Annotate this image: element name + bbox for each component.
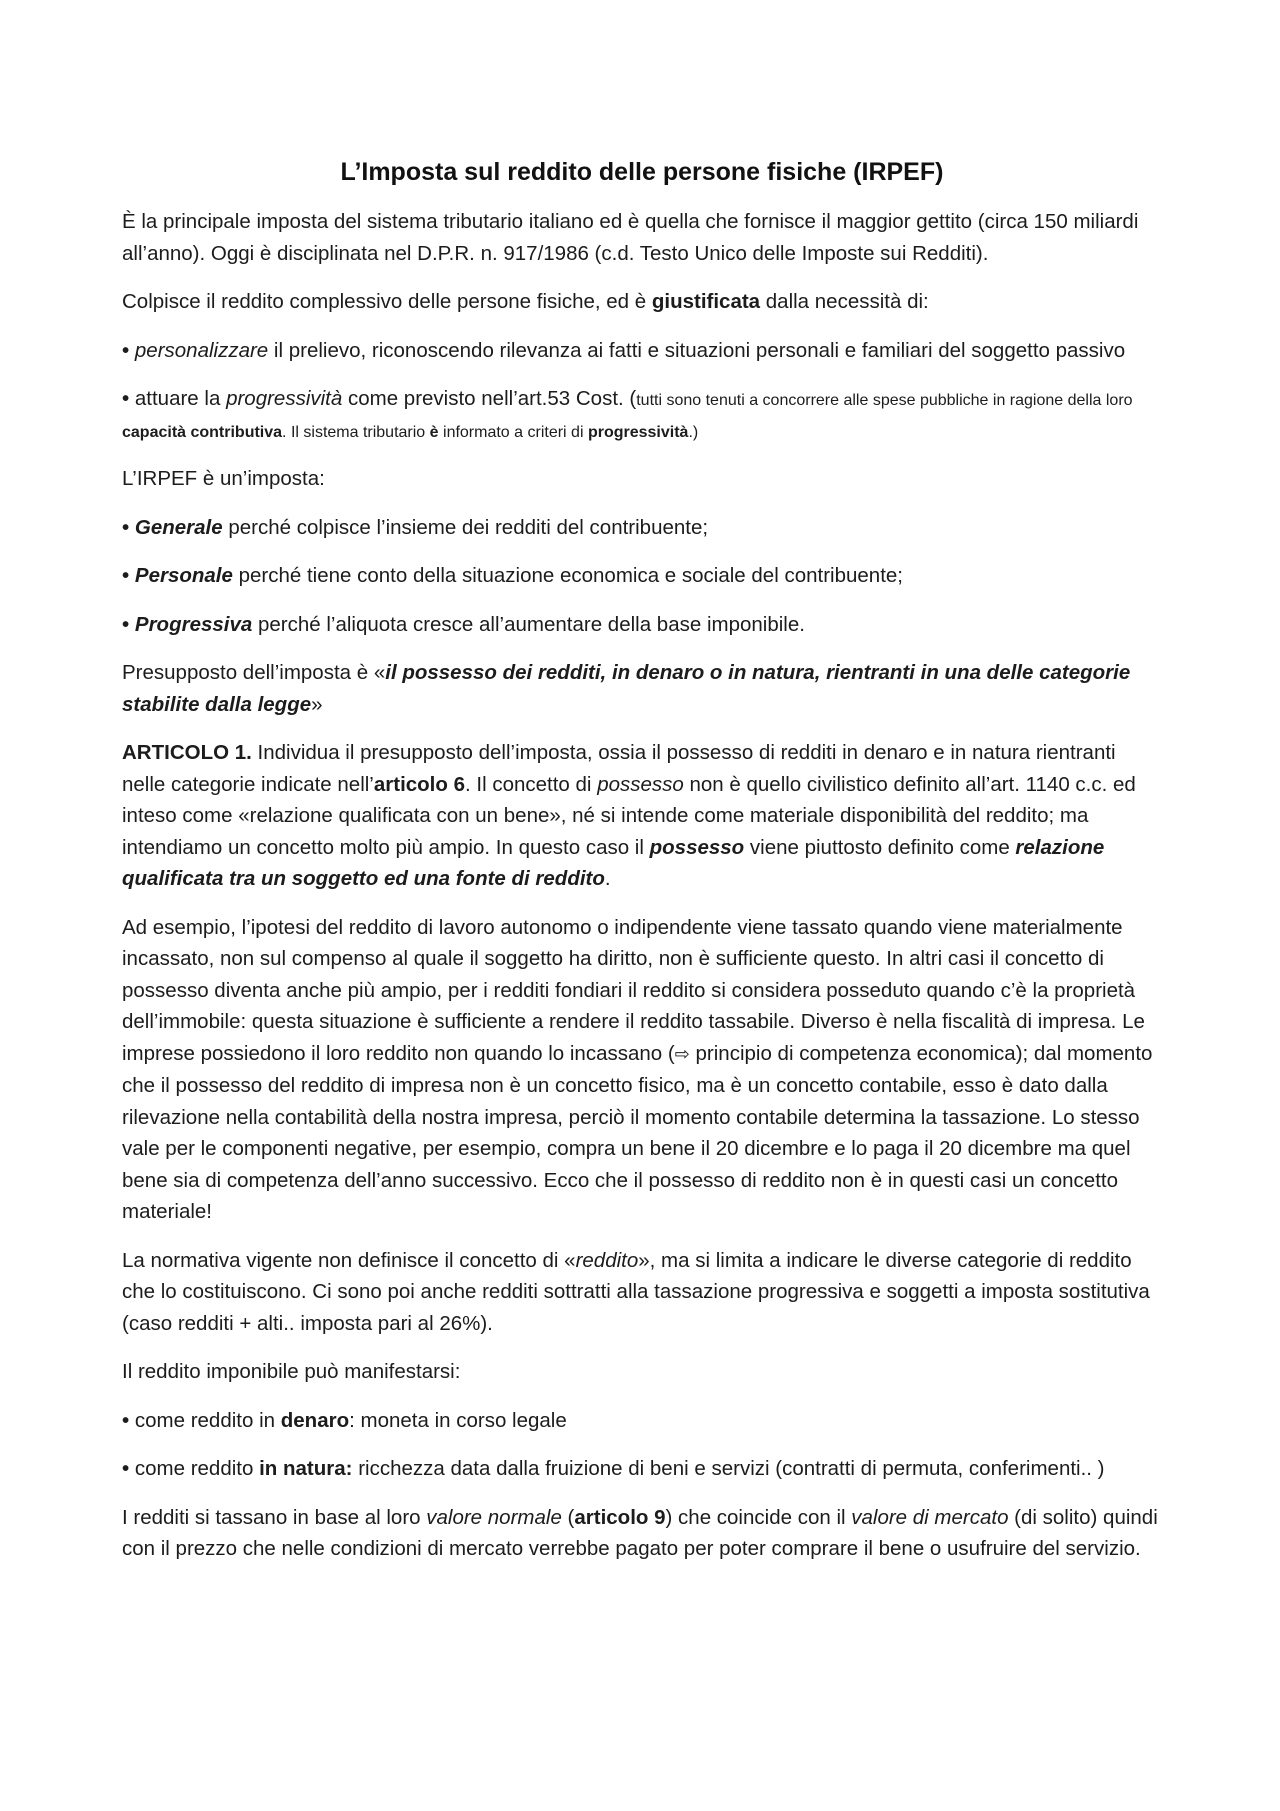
valore-paragraph: I redditi si tassano in base al loro valore normale (articolo 9) che coincide con il valore di mercato (di solito) quindi con il prezzo che nelle condizioni di mercato verrebbe pagato per poter comprare il bene o usufruire del servizio. — [122, 1505, 1158, 1560]
imponibile-paragraph: Il reddito imponibile può manifestarsi: — [122, 1360, 461, 1383]
colpisce-paragraph: Colpisce il reddito complessivo delle persone fisiche, ed è giustificata dalla necessità di: — [122, 290, 929, 313]
bullet-denaro: • come reddito in denaro: moneta in corso legale — [122, 1408, 567, 1432]
bullet-progressiva: • Progressiva perché l’aliquota cresce all’aumentare della base imponibile. — [122, 612, 805, 636]
bullet-dot: • — [122, 515, 130, 539]
bullet-attuare: • attuare la progressività come previsto nell’art.53 Cost. (tutti sono tenuti a concorrere alle spese pubbliche in ragione della loro capacità contributiva. Il sistema tributario è informato a criteri di progressività.) — [122, 387, 1133, 441]
constitution-quote: tutti sono tenuti a concorrere alle spese pubbliche in ragione della loro capacità contributiva. Il sistema tributario è informato a criteri di progressività.) — [122, 392, 1133, 441]
bullet-personale: • Personale perché tiene conto della situazione economica e sociale del contribuente; — [122, 564, 903, 587]
bullet-dot: • — [122, 1457, 130, 1480]
arrow-right-icon: ⇨ — [674, 1043, 690, 1064]
articolo1-paragraph: ARTICOLO 1. Individua il presupposto dell’imposta, ossia il possesso di redditi in denaro e in natura rientranti nelle categorie indicate nell’articolo 6. Il concetto di possesso non è quello civilistico definito all’art. 1140 c.c. ed inteso come «relazione qualificata con un bene», né si intende come materiale disponibilità del reddito; ma intendiamo un concetto molto più ampio. In questo caso il possesso viene piuttosto definito come relazione qualificata tra un soggetto ed una fonte di reddito. — [122, 741, 1136, 890]
bullet-dot: • — [122, 1408, 130, 1432]
bullet-dot: • — [122, 612, 130, 636]
page-title: L’Imposta sul reddito delle persone fisiche (IRPEF) — [340, 158, 944, 186]
bullet-dot: • — [122, 338, 130, 362]
normativa-paragraph: La normativa vigente non definisce il concetto di «reddito», ma si limita a indicare le diverse categorie di reddito che lo costituiscono. Ci sono poi anche redditi sottratti alla tassazione progressiva e soggetti a imposta sostitutiva (caso redditi + alti.. imposta pari al 26%). — [122, 1248, 1150, 1335]
bullet-dot: • — [122, 387, 130, 410]
intro-paragraph: È la principale imposta del sistema tributario italiano ed è quella che fornisce il maggior gettito (circa 150 miliardi all’anno). Oggi è disciplinata nel D.P.R. n. 917/1986 (c.d. Testo Unico delle Imposte sui Redditi). — [122, 210, 1139, 265]
presupposto-paragraph: Presupposto dell’imposta è «il possesso dei redditi, in denaro o in natura, rientranti in una delle categorie stabilite dalla legge» — [122, 661, 1131, 716]
bullet-personalizzare: • personalizzare il prelievo, riconoscendo rilevanza ai fatti e situazioni personali e familiari del soggetto passivo — [122, 338, 1126, 362]
bullet-dot: • — [122, 564, 130, 587]
esempio-paragraph: Ad esempio, l’ipotesi del reddito di lavoro autonomo o indipendente viene tassato quando viene materialmente incassato, non sul compenso al quale il soggetto ha diritto, non è sufficiente questo. In altri casi il concetto di possesso diventa anche più ampio, per i redditi fondiari il reddito si considera posseduto quando c’è la proprietà dell’immobile: questa situazione è sufficiente a rendere il reddito tassabile. Diverso è nella fiscalità di impresa. Le imprese possiedono il loro reddito non quando lo incassano (⇨ principio di competenza economica); dal momento che il possesso del reddito di impresa non è un concetto fisico, ma è un concetto contabile, esso è dato dalla rilevazione nella contabilità della nostra impresa, perciò il momento contabile determina la tassazione. Lo stesso vale per le componenti negative, per esempio, compra un bene il 20 dicembre e lo paga il 20 dicembre ma quel bene sia di competenza dell’anno successivo. Ecco che il possesso di reddito non è in questi casi un concetto materiale! — [122, 915, 1153, 1223]
irpef-paragraph: L’IRPEF è un’imposta: — [122, 467, 325, 490]
bullet-natura: • come reddito in natura: ricchezza data dalla fruizione di beni e servizi (contratti di permuta, conferimenti.. ) — [122, 1457, 1105, 1480]
bullet-generale: • Generale perché colpisce l’insieme dei redditi del contribuente; — [122, 515, 709, 539]
